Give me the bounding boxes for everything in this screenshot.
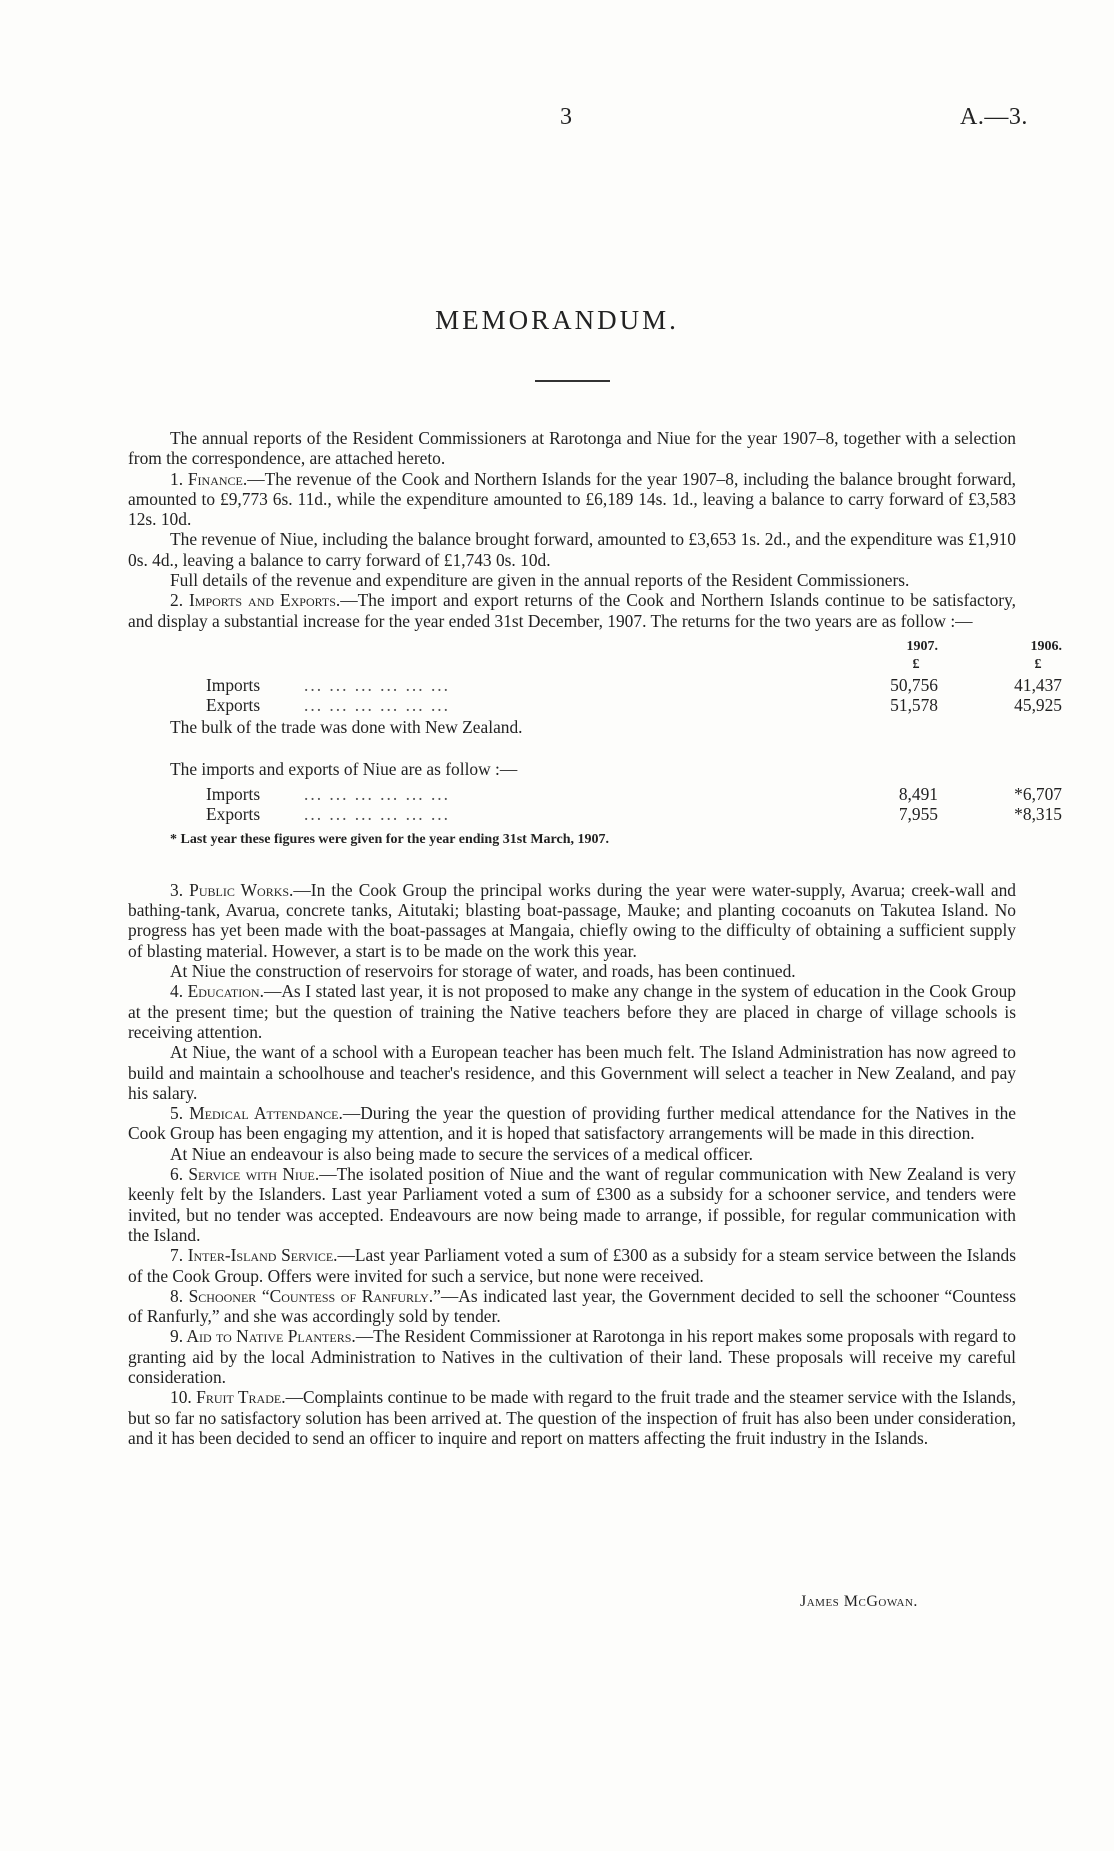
table-header-row — [206, 637, 1062, 657]
col-1906-unit: £ — [1034, 656, 1042, 672]
inter-island-paragraph — [128, 1245, 1016, 1286]
fruit-paragraph — [128, 1387, 1016, 1448]
public-works-paragraph — [128, 880, 1016, 961]
value-1906: *6,707 — [1014, 783, 1062, 804]
inter-island-heading: 7. Inter-Island Service. — [170, 1245, 338, 1266]
trade-bulk-line: The bulk of the trade was done with New Zealand. — [170, 716, 523, 737]
medical-paragraph — [128, 1103, 1016, 1144]
table-footnote: * Last year these figures were given for the year ending 31st March, 1907. — [170, 831, 610, 847]
row-label: Imports — [206, 674, 261, 695]
row-label: Exports — [206, 694, 261, 715]
leader-dots: ... ... ... ... ... ... — [304, 694, 450, 715]
public-works-heading: 3. Public Works. — [170, 879, 294, 900]
value-1906: *8,315 — [1014, 803, 1062, 824]
trade-paragraph — [128, 590, 1016, 631]
row-label: Imports — [206, 783, 261, 804]
memo-body — [128, 428, 1062, 1448]
title-rule — [535, 380, 610, 382]
finance-paragraph — [128, 469, 1016, 530]
page-number: 3 — [560, 104, 572, 130]
finance-niue-paragraph: The revenue of Niue, including the balance brought forward, amounted to £3,653 1s. 2d., and the expenditure was £1,910 0s. 4d., leaving a balance to carry forward of £1,743 0s. 10d. — [128, 529, 1016, 570]
medical-heading: 5. Medical Attendance. — [170, 1103, 343, 1124]
education-niue-paragraph: At Niue, the want of a school with a European teacher has been much felt. The Island Administration has now agreed to build and maintain a schoolhouse and teacher's residence, and this Government will select a teacher in New Zealand, and pay his salary. — [128, 1042, 1016, 1103]
niue-trade-table — [128, 783, 1062, 830]
niue-trade-intro: The imports and exports of Niue are as follow :— — [170, 759, 518, 780]
aid-heading: 9. Aid to Native Planters. — [170, 1326, 356, 1347]
table-unit-row — [206, 655, 1042, 675]
document-reference: A.—3. — [960, 104, 1028, 130]
cook-trade-table — [128, 637, 1062, 717]
document-title: MEMORANDUM. — [435, 305, 679, 335]
medical-niue-paragraph: At Niue an endeavour is also being made to secure the services of a medical officer. — [170, 1143, 754, 1164]
value-1907: 51,578 — [890, 694, 938, 715]
schooner-paragraph — [128, 1286, 1016, 1327]
aid-paragraph — [128, 1326, 1016, 1387]
table-row — [206, 783, 1062, 804]
table-row — [206, 674, 1062, 695]
education-heading: 4. Education. — [170, 981, 264, 1002]
value-1907: 7,955 — [898, 803, 938, 824]
schooner-text: —As indicated last year, the Government decided to sell the schooner “Countess of Ranfurly,” and she was accordingly sold by tender. — [128, 1285, 1016, 1327]
fruit-heading: 10. Fruit Trade. — [170, 1387, 286, 1408]
fruit-text: —Complaints continue to be made with regard to the fruit trade and the steamer service with the Islands, but so far no satisfactory solution has been arrived at. The question of the inspection of fruit has also been under consideration, and it has been decided to send an officer to inquire and report on matters affecting the fruit industry in the Islands. — [128, 1387, 1016, 1448]
leader-dots: ... ... ... ... ... ... — [304, 783, 450, 804]
col-1906-header: 1906. — [1030, 638, 1062, 654]
schooner-heading: 8. Schooner “Countess of Ranfurly.” — [170, 1285, 441, 1306]
value-1906: 45,925 — [1014, 694, 1062, 715]
trade-text: —The import and export returns of the Cook and Northern Islands continue to be satisfactory, and display a substantial increase for the year ended 31st December, 1907. The returns for the two years are as follow :— — [128, 590, 1016, 631]
service-niue-text: —The isolated position of Niue and the want of regular communication with New Zealand is very keenly felt by the Islanders. Last year Parliament voted a sum of £300 as a subsidy for a schooner service, and tenders were invited, but no tender was accepted. Endeavours are now being made to arrange, if possible, for regular communication with the Island. — [128, 1164, 1016, 1245]
aid-text: —The Resident Commissioner at Rarotonga in his report makes some proposals with regard to granting aid by the local Administration to Natives in the cultivation of their land. These proposals will receive my careful consideration. — [128, 1326, 1016, 1387]
education-paragraph — [128, 981, 1016, 1042]
row-label: Exports — [206, 803, 261, 824]
medical-text: —During the year the question of providing further medical attendance for the Natives in the Cook Group has been engaging my attention, and it is hoped that satisfactory arrangements will be made in this direction. — [128, 1103, 1016, 1144]
finance-heading: 1. Finance. — [170, 468, 248, 489]
leader-dots: ... ... ... ... ... ... — [304, 803, 450, 824]
value-1907: 8,491 — [898, 783, 938, 804]
trade-heading: 2. Imports and Exports. — [170, 590, 341, 611]
public-works-text: —In the Cook Group the principal works during the year were water-supply, Avarua; creek-wall and bathing-tank, Avarua, concrete tanks, Aitutaki; blasting boat-passage, Mauke; and planting cocoanuts on Takutea Island. No progress has yet been made with the boat-passages at Mangaia, chiefly owing to the difficulty of obtaining a sufficient supply of blasting material. However, a start is to be made on the work this year. — [128, 879, 1016, 961]
service-niue-paragraph — [128, 1164, 1016, 1245]
finance-details-paragraph: Full details of the revenue and expenditure are given in the annual reports of the Resident Commissioners. — [170, 570, 910, 591]
intro-paragraph: The annual reports of the Resident Commissioners at Rarotonga and Niue for the year 1907–8, together with a selection from the correspondence, are attached hereto. — [128, 428, 1016, 469]
finance-text: —The revenue of the Cook and Northern Islands for the year 1907–8, including the balance brought forward, amounted to £9,773 6s. 11d., while the expenditure amounted to £6,189 14s. 1d., leaving a balance to carry forward of £3,583 12s. 10d. — [128, 468, 1016, 530]
table-row — [206, 694, 1062, 715]
education-text: —As I stated last year, it is not proposed to make any change in the system of education in the Cook Group at the present time; but the question of training the Native teachers before they are placed in charge of village schools is receiving attention. — [128, 981, 1016, 1042]
inter-island-text: —Last year Parliament voted a sum of £300 as a subsidy for a steam service between the Islands of the Cook Group. Offers were invited for such a service, but none were received. — [128, 1245, 1016, 1286]
col-1907-header: 1907. — [906, 638, 938, 654]
service-niue-heading: 6. Service with Niue. — [170, 1164, 320, 1185]
table-row — [206, 803, 1062, 824]
public-works-niue-paragraph: At Niue the construction of reservoirs for storage of water, and roads, has been continued. — [170, 961, 796, 982]
value-1907: 50,756 — [890, 674, 938, 695]
col-1907-unit: £ — [912, 656, 920, 672]
leader-dots: ... ... ... ... ... ... — [304, 674, 450, 695]
signature: James McGowan. — [800, 1593, 918, 1610]
value-1906: 41,437 — [1014, 674, 1062, 695]
